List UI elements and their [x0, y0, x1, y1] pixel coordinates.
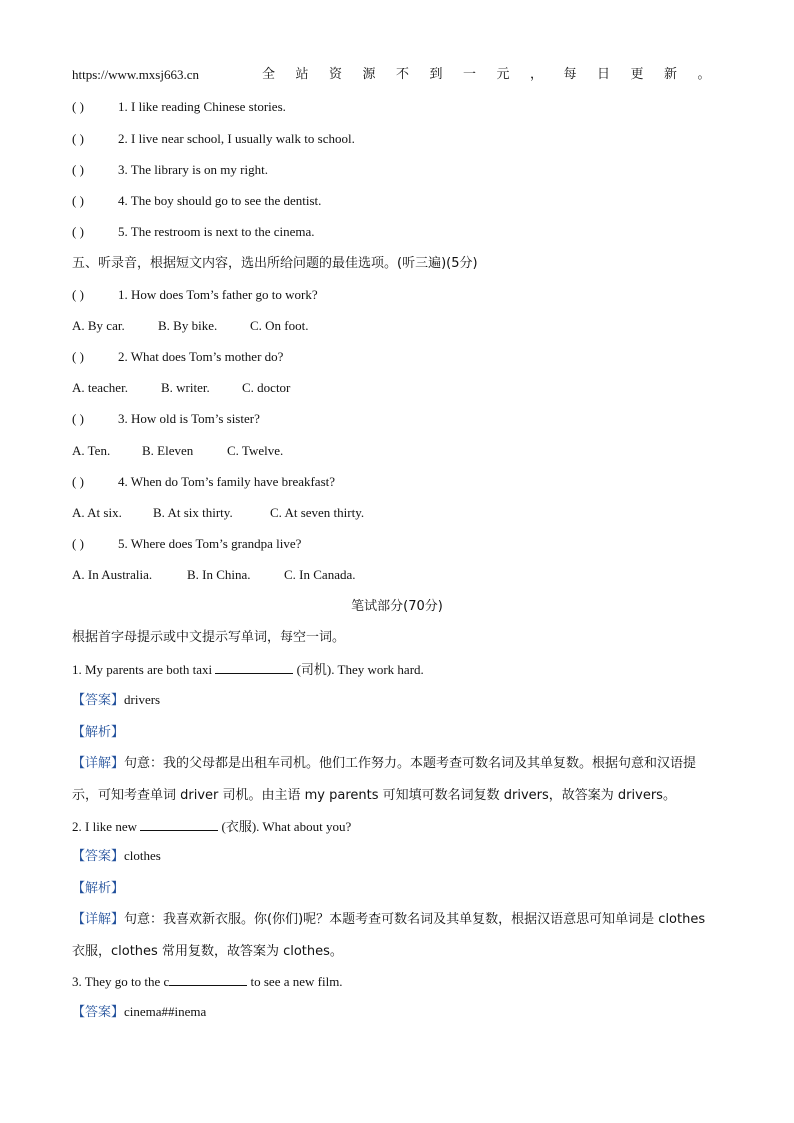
answer-paren: ( ) — [72, 162, 84, 177]
mc-options-5 — [72, 567, 355, 583]
question-before: 1. My parents are both taxi — [72, 662, 216, 677]
written-section-title: 笔试部分(70分) — [351, 599, 443, 614]
mc-question-3 — [72, 411, 260, 427]
mc-question-1 — [72, 287, 318, 303]
answer-tag: 【答案】 — [72, 849, 125, 864]
judge-text: 4. The boy should go to see the dentist. — [118, 193, 322, 208]
option-a: A. At six. — [72, 505, 122, 520]
answer-paren: ( ) — [72, 349, 84, 364]
answer-paren: ( ) — [72, 193, 84, 208]
judge-item-1 — [72, 99, 286, 115]
analysis-tag: 【解析】 — [72, 725, 125, 740]
mc-question-2 — [72, 349, 283, 365]
option-b: B. Eleven — [142, 443, 194, 458]
judge-text: 1. I like reading Chinese stories. — [118, 99, 286, 114]
answer-tag: 【答案】 — [72, 693, 125, 708]
answer-paren: ( ) — [72, 287, 84, 302]
header-url: https://www.mxsj663.cn — [72, 67, 199, 82]
option-b: B. In China. — [187, 567, 251, 582]
mc-question-5 — [72, 536, 301, 552]
detail-text: 句意：我喜欢新衣服。你(你们)呢？本题考查可数名词及其单复数，根据汉语意思可知单词是 clothes 衣服，clothes 常用复数，故答案为 clothes。 — [72, 912, 706, 959]
header-tagline: 全站资源不到一元，每日更新。 — [262, 67, 732, 82]
answer-value: cinema##inema — [124, 1004, 207, 1019]
judge-item-2 — [72, 131, 355, 147]
answer-value: clothes — [124, 848, 161, 863]
detail-tag: 【详解】 — [72, 756, 125, 771]
option-a: A. Ten. — [72, 443, 111, 458]
question-text: 1. How does Tom’s father go to work? — [118, 287, 318, 302]
judge-text: 5. The restroom is next to the cinema. — [118, 224, 315, 239]
option-b: B. writer. — [161, 380, 210, 395]
question-before: 2. I like new — [72, 819, 141, 834]
judge-text: 3. The library is on my right. — [118, 162, 268, 177]
question-after: (司机). They work hard. — [293, 662, 424, 677]
answer-blank — [169, 973, 247, 986]
question-text: 4. When do Tom’s family have breakfast? — [118, 474, 336, 489]
question-text: 2. What does Tom’s mother do? — [118, 349, 284, 364]
judge-item-5 — [72, 224, 315, 240]
judge-item-4 — [72, 193, 321, 209]
judge-item-3 — [72, 162, 268, 178]
question-text: 3. How old is Tom’s sister? — [118, 411, 260, 426]
detail-row-1 — [72, 747, 722, 811]
detail-tag: 【详解】 — [72, 912, 125, 927]
fill-question-2 — [72, 818, 351, 835]
question-after: (衣服). What about you? — [218, 819, 352, 834]
answer-paren: ( ) — [72, 536, 84, 551]
fill-question-1 — [72, 661, 424, 678]
answer-paren: ( ) — [72, 474, 84, 489]
question-before: 3. They go to the c — [72, 974, 170, 989]
analysis-row-1 — [72, 724, 124, 741]
option-b: B. At six thirty. — [153, 505, 233, 520]
answer-blank — [140, 818, 218, 831]
answer-tag: 【答案】 — [72, 1005, 125, 1020]
option-a: A. By car. — [72, 318, 125, 333]
answer-paren: ( ) — [72, 224, 84, 239]
answer-paren: ( ) — [72, 411, 84, 426]
answer-blank — [215, 661, 293, 674]
option-c: C. Twelve. — [227, 443, 284, 458]
mc-question-4 — [72, 474, 335, 490]
option-a: A. In Australia. — [72, 567, 153, 582]
answer-row-2 — [72, 848, 161, 865]
analysis-row-2 — [72, 880, 124, 897]
answer-paren: ( ) — [72, 131, 84, 146]
option-c: C. On foot. — [250, 318, 309, 333]
fill-question-3 — [72, 973, 343, 990]
answer-row-3 — [72, 1004, 206, 1021]
question-text: 5. Where does Tom’s grandpa live? — [118, 536, 302, 551]
written-instruction: 根据首字母提示或中文提示写单词，每空一词。 — [72, 630, 346, 645]
detail-text: 句意：我的父母都是出租车司机。他们工作努力。本题考查可数名词及其单复数。根据句意和汉语提示，可知考查单词 driver 司机。由主语 my parents 可知填可数名词复数 drivers，故答案为 drivers。 — [72, 756, 697, 803]
judge-text: 2. I live near school, I usually walk to school. — [118, 131, 355, 146]
mc-options-1 — [72, 318, 309, 334]
mc-options-2 — [72, 380, 290, 396]
option-b: B. By bike. — [158, 318, 218, 333]
detail-row-2 — [72, 903, 722, 967]
section5-title: 五、听录音，根据短文内容，选出所给问题的最佳选项。(听三遍)(5分) — [72, 256, 478, 271]
mc-options-3 — [72, 443, 283, 459]
answer-row-1 — [72, 692, 160, 709]
answer-value: drivers — [124, 692, 161, 707]
mc-options-4 — [72, 505, 364, 521]
option-c: C. In Canada. — [284, 567, 356, 582]
option-c: C. doctor — [242, 380, 291, 395]
question-after: to see a new film. — [247, 974, 343, 989]
analysis-tag: 【解析】 — [72, 881, 125, 896]
answer-paren: ( ) — [72, 99, 84, 114]
option-a: A. teacher. — [72, 380, 128, 395]
option-c: C. At seven thirty. — [270, 505, 365, 520]
